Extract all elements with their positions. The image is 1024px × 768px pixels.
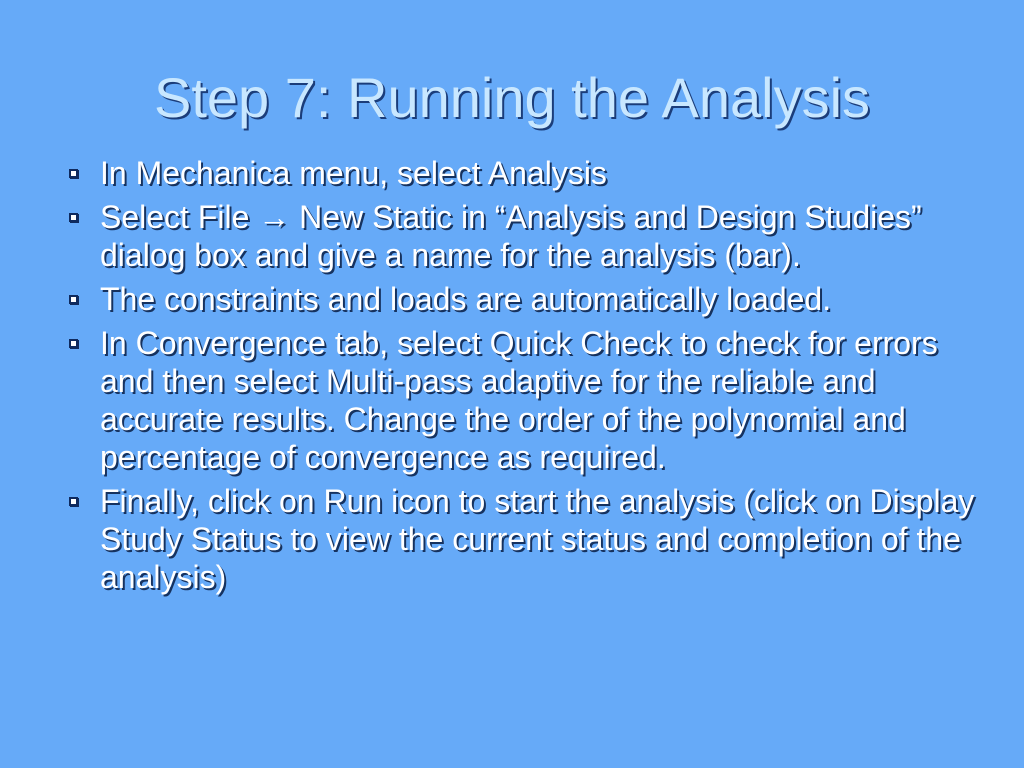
bullet-item [60,280,990,318]
bullet-text: Finally, click on Run icon to start the analysis (click on Display Study Status to view the current status and completion of the analysis) [100,483,975,595]
square-bullet-icon [60,482,100,520]
bullet-text: In Convergence tab, select Quick Check to check for errors and then select Multi-pass adaptive for the reliable and accurate results. Change the order of the polynomial and percentage of convergence as required. [100,325,938,475]
square-bullet-icon [60,280,100,318]
bullet-item [60,154,990,192]
square-bullet-icon [60,324,100,362]
bullet-text: Select File → New Static in “Analysis and Design Studies” dialog box and give a name for the analysis (bar). [100,199,922,273]
square-bullet-icon [60,154,100,192]
bullet-item [60,482,990,596]
square-bullet-icon [60,198,100,236]
bullet-text: The constraints and loads are automatically loaded. [100,281,832,317]
bullet-text: In Mechanica menu, select Analysis [100,155,607,191]
bullet-list [60,154,990,602]
bullet-item [60,198,990,274]
slide-title: Step 7: Running the Analysis [153,66,871,129]
bullet-item [60,324,990,476]
